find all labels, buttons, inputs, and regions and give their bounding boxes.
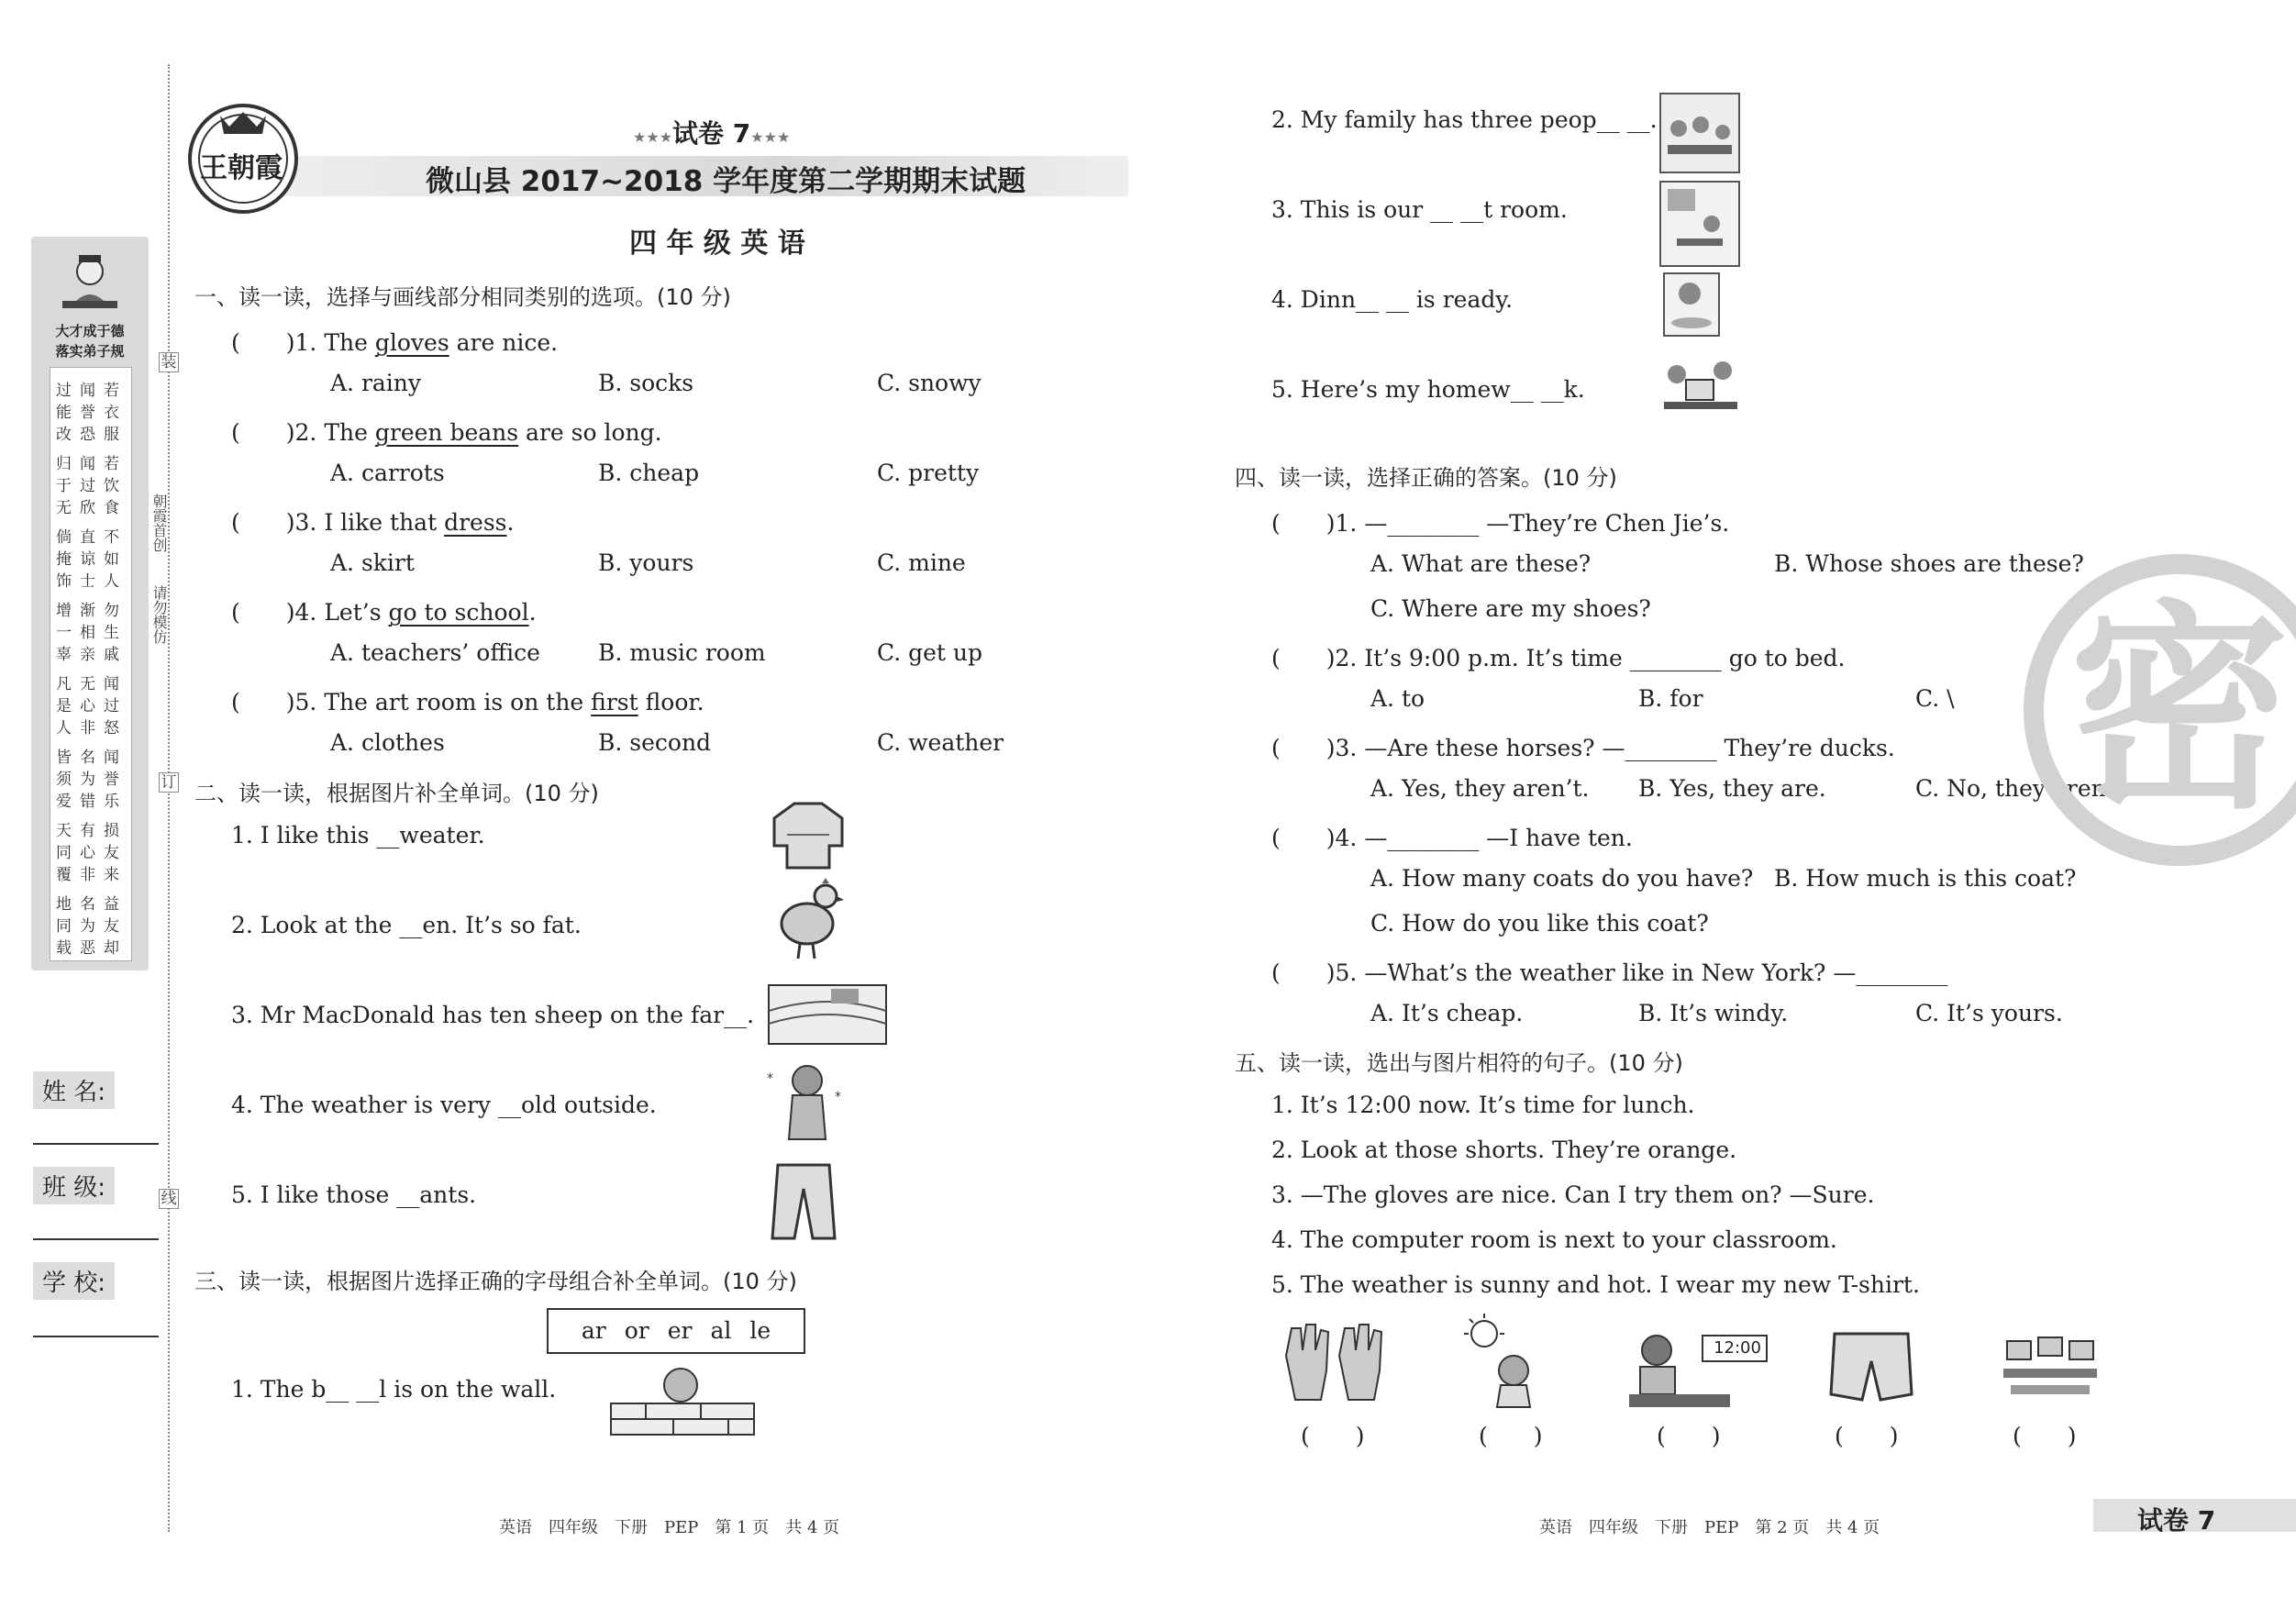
proverb-char: 凡 xyxy=(56,675,72,693)
proverb-char: 名 xyxy=(80,749,95,767)
proverb-char: 改 xyxy=(56,426,72,444)
question-pre: The xyxy=(324,329,375,356)
proverb-char: 掩 xyxy=(56,550,72,569)
proverb-char: 须 xyxy=(56,771,72,789)
proverb-char: 名 xyxy=(80,895,95,914)
motto-line: 落实弟子规 xyxy=(55,343,125,360)
cold-weather-icon xyxy=(761,1055,849,1141)
question-number: 5. xyxy=(1335,959,1358,986)
section5-heading: 五、读一读，选出与图片相符的句子。(10 分) xyxy=(1235,1050,1683,1076)
school-field[interactable] xyxy=(33,1336,159,1337)
answer-paren[interactable]: ( ) xyxy=(1301,1423,1365,1449)
section2-heading: 二、读一读，根据图片补全单词。(10 分) xyxy=(194,781,599,806)
section2-item: 4. The weather is very __old outside. xyxy=(231,1092,657,1118)
sweater-icon xyxy=(769,798,848,871)
section2-item: 5. I like those __ants. xyxy=(231,1181,477,1208)
letter-option: le xyxy=(749,1317,771,1344)
section4-question xyxy=(1271,730,1895,763)
option-c[interactable]: C. No, they aren’t. xyxy=(1915,775,2130,802)
question-pre: The xyxy=(324,419,375,446)
section3-item: 2. My family has three peop__ __. xyxy=(1271,106,1658,133)
question-post: are nice. xyxy=(449,329,559,356)
clock-text: 12:00 xyxy=(1714,1338,1761,1358)
proverb-char: 来 xyxy=(104,866,119,884)
proverb-char: 归 xyxy=(56,455,72,473)
letter-options-box xyxy=(547,1308,805,1354)
proverb-char: 士 xyxy=(80,572,95,591)
proverb-char: 相 xyxy=(80,624,95,642)
section3-item: 5. Here’s my homew__ __k. xyxy=(1271,376,1585,403)
section4-heading: 四、读一读，选择正确的答案。(10 分) xyxy=(1235,465,1617,491)
question-number: 1. xyxy=(1335,510,1358,537)
answer-paren[interactable]: ( ) xyxy=(231,509,295,536)
proverb-char: 恐 xyxy=(80,426,95,444)
proverb-char: 辜 xyxy=(56,646,72,664)
letter-option: or xyxy=(624,1317,649,1344)
proverb-char: 倘 xyxy=(56,528,72,547)
proverb-char: 闻 xyxy=(80,455,95,473)
letter-option: er xyxy=(667,1317,693,1344)
proverb-char: 错 xyxy=(80,793,95,811)
section2-item: 1. I like this __weater. xyxy=(231,822,485,848)
proverb-char: 勿 xyxy=(104,602,119,620)
proverb-char: 增 xyxy=(56,602,72,620)
lunch-clock-icon xyxy=(1625,1325,1772,1409)
proverb-char: 闻 xyxy=(104,749,119,767)
section1-heading: 一、读一读，选择与画线部分相同类别的选项。(10 分) xyxy=(194,284,731,310)
hen-icon xyxy=(772,876,846,962)
proverb-char: 友 xyxy=(104,844,119,862)
proverb-char: 爱 xyxy=(56,793,72,811)
option-b[interactable]: B. Whose shoes are these? xyxy=(1774,550,2084,577)
section1-question xyxy=(231,594,537,627)
binding-mark: 订 xyxy=(159,772,179,793)
question-number: 1. xyxy=(294,329,317,356)
section2-item: 2. Look at the __en. It’s so fat. xyxy=(231,912,582,938)
proverb-char: 如 xyxy=(104,550,119,569)
question-number: 5. xyxy=(294,689,317,715)
proverb-char: 能 xyxy=(56,404,72,422)
proverb-char: 一 xyxy=(56,624,72,642)
question-text: —________ —I have ten. xyxy=(1364,825,1633,851)
proverb-char: 怒 xyxy=(104,719,119,738)
proverb-char: 衣 xyxy=(104,404,119,422)
section5-sentence: 3. —The gloves are nice. Can I try them on? —Sure. xyxy=(1271,1181,1875,1208)
underlined-word: first xyxy=(591,689,638,715)
proverb-char: 服 xyxy=(104,426,119,444)
question-number: 4. xyxy=(294,599,317,626)
proverb-char: 过 xyxy=(80,477,95,495)
proverb-char: 过 xyxy=(104,697,119,715)
question-text: —________ —They’re Chen Jie’s. xyxy=(1364,510,1730,537)
homework-icon xyxy=(1658,352,1743,418)
confidential-watermark xyxy=(2024,554,2296,866)
ball-on-wall-icon xyxy=(609,1367,756,1436)
proverb-char: 不 xyxy=(104,528,119,547)
paper-tag-text: 试卷 7 xyxy=(672,118,751,149)
answer-paren[interactable]: ( ) xyxy=(1271,510,1336,537)
question-number: 3. xyxy=(1335,735,1358,761)
section5-sentence: 2. Look at those shorts. They’re orange. xyxy=(1271,1137,1737,1163)
proverb-char: 同 xyxy=(56,844,72,862)
question-text: It’s 9:00 p.m. It’s time ________ go to bed. xyxy=(1364,645,1846,671)
section4-question xyxy=(1271,955,1947,988)
option-c[interactable]: C. How do you like this coat? xyxy=(1370,910,1709,937)
proverb-char: 欣 xyxy=(80,499,95,517)
scholar-icon xyxy=(53,244,127,317)
answer-paren[interactable]: ( ) xyxy=(1835,1423,1899,1449)
option-b[interactable]: B. Yes, they are. xyxy=(1638,775,1826,802)
farm-icon xyxy=(767,983,888,1046)
paper-tag: ★★★试卷 7★★★ xyxy=(633,118,791,149)
option-a[interactable]: A. clothes xyxy=(330,729,445,756)
proverb-char: 覆 xyxy=(56,866,72,884)
option-c[interactable]: C. get up xyxy=(877,639,983,666)
proverb-char: 为 xyxy=(80,917,95,936)
question-number: 3. xyxy=(294,509,317,536)
underlined-word: dress xyxy=(444,509,507,536)
vertical-note: 朝霞首创 请勿模仿 xyxy=(150,494,168,644)
option-b[interactable]: B. cheap xyxy=(598,460,700,486)
question-number: 2. xyxy=(1335,645,1358,671)
answer-paren[interactable]: ( ) xyxy=(231,419,295,446)
corner-tag: 试卷 7 xyxy=(2137,1505,2216,1536)
exam-subtitle: 四 年 级 英 语 xyxy=(629,227,805,260)
answer-paren[interactable]: ( ) xyxy=(1271,959,1336,986)
proverb-char: 非 xyxy=(80,719,95,738)
proverb-char: 闻 xyxy=(104,675,119,693)
proverb-box xyxy=(50,367,132,961)
section1-question xyxy=(231,325,558,358)
proverb-char: 为 xyxy=(80,771,95,789)
answer-paren[interactable]: ( ) xyxy=(231,329,295,356)
option-a[interactable]: A. Yes, they aren’t. xyxy=(1370,775,1590,802)
proverb-char: 人 xyxy=(56,719,72,738)
option-c[interactable]: C. It’s yours. xyxy=(1915,1000,2063,1026)
answer-paren[interactable]: ( ) xyxy=(1657,1423,1721,1449)
page-footer-right: 英语 四年级 下册 PEP 第 2 页 共 4 页 xyxy=(1539,1518,1880,1537)
answer-paren[interactable]: ( ) xyxy=(1479,1423,1543,1449)
option-c[interactable]: C. mine xyxy=(877,549,966,576)
proverb-char: 天 xyxy=(56,822,72,840)
option-a[interactable]: A. to xyxy=(1370,685,1425,712)
option-a[interactable]: A. How many coats do you have? xyxy=(1370,865,1754,892)
answer-paren[interactable]: ( ) xyxy=(1271,645,1336,671)
answer-paren[interactable]: ( ) xyxy=(1271,735,1336,761)
art-room-icon xyxy=(1658,180,1741,268)
answer-paren[interactable]: ( ) xyxy=(1271,825,1336,851)
section5-sentence: 4. The computer room is next to your classroom. xyxy=(1271,1226,1837,1253)
page-footer-left: 英语 四年级 下册 PEP 第 1 页 共 4 页 xyxy=(499,1518,840,1537)
gloves-icon xyxy=(1279,1319,1389,1405)
question-text: —What’s the weather like in New York? —________ xyxy=(1364,959,1948,986)
proverb-char: 谅 xyxy=(80,550,95,569)
motto-line: 大才成于德 xyxy=(55,323,125,339)
proverb-char: 若 xyxy=(104,382,119,400)
proverb-char: 食 xyxy=(104,499,119,517)
option-a[interactable]: A. rainy xyxy=(330,370,422,396)
option-b[interactable]: B. How much is this coat? xyxy=(1774,865,2077,892)
proverb-char: 心 xyxy=(80,844,95,862)
option-a[interactable]: A. teachers’ office xyxy=(330,639,540,666)
watermark-glyph: 密 xyxy=(2069,582,2290,838)
section5-sentence: 5. The weather is sunny and hot. I wear my new T-shirt. xyxy=(1271,1271,1920,1298)
proverb-char: 人 xyxy=(104,572,119,591)
proverb-char: 渐 xyxy=(80,602,95,620)
proverb-char: 生 xyxy=(104,624,119,642)
proverb-char: 友 xyxy=(104,917,119,936)
letter-option: ar xyxy=(581,1317,606,1344)
name-field[interactable] xyxy=(33,1143,159,1145)
question-pre: Let’s xyxy=(324,599,389,626)
question-pre: I like that xyxy=(324,509,445,536)
proverb-char: 载 xyxy=(56,939,72,958)
proverb-char: 直 xyxy=(80,528,95,547)
section2-item: 3. Mr MacDonald has ten sheep on the far__. xyxy=(231,1002,755,1028)
proverb-char: 地 xyxy=(56,895,72,914)
proverb-char: 亲 xyxy=(80,646,95,664)
section4-question xyxy=(1271,640,1846,673)
proverb-char: 闻 xyxy=(80,382,95,400)
proverb-char: 无 xyxy=(80,675,95,693)
pants-icon xyxy=(769,1161,838,1242)
proverb-char: 饰 xyxy=(56,572,72,591)
proverb-char: 誉 xyxy=(80,404,95,422)
proverb-char: 是 xyxy=(56,697,72,715)
binding-mark: 线 xyxy=(159,1189,179,1209)
binding-line xyxy=(168,64,170,1532)
proverb-char: 同 xyxy=(56,917,72,936)
proverb-char: 皆 xyxy=(56,749,72,767)
option-b[interactable]: B. second xyxy=(598,729,712,756)
class-label: 班 级: xyxy=(33,1167,115,1204)
proverb-char: 无 xyxy=(56,499,72,517)
option-c[interactable]: C. \ xyxy=(1915,685,1955,712)
option-a[interactable]: A. What are these? xyxy=(1370,550,1592,577)
option-c[interactable]: C. Where are my shoes? xyxy=(1370,595,1651,622)
question-number: 2. xyxy=(294,419,317,446)
family-icon xyxy=(1658,92,1741,174)
proverb-char: 乐 xyxy=(104,793,119,811)
class-field[interactable] xyxy=(33,1238,159,1240)
option-c[interactable]: C. weather xyxy=(877,729,1004,756)
section1-question xyxy=(231,415,662,448)
section4-question xyxy=(1271,505,1729,538)
letter-option: al xyxy=(710,1317,732,1344)
binding-mark: 装 xyxy=(159,352,179,372)
logo-text: 王朝霞 xyxy=(200,152,283,184)
underlined-word: gloves xyxy=(374,329,449,356)
exam-title: 微山县 2017~2018 学年度第二学期期末试题 xyxy=(426,165,1026,198)
answer-paren[interactable]: ( ) xyxy=(231,599,295,626)
underlined-word: go to school xyxy=(388,599,529,626)
option-a[interactable]: A. skirt xyxy=(330,549,415,576)
proverb-char: 损 xyxy=(104,822,119,840)
svg-text:*: * xyxy=(835,1090,841,1104)
proverb-char: 却 xyxy=(104,939,119,958)
proverb-char: 饮 xyxy=(104,477,119,495)
svg-text:*: * xyxy=(767,1071,773,1086)
section1-question xyxy=(231,684,704,717)
sidebar-panel xyxy=(31,237,149,970)
answer-paren[interactable]: ( ) xyxy=(231,689,295,715)
section3-heading: 三、读一读，根据图片选择正确的字母组合补全单词。(10 分) xyxy=(194,1269,797,1294)
proverb-char: 心 xyxy=(80,697,95,715)
option-a[interactable]: A. It’s cheap. xyxy=(1370,1000,1524,1026)
question-post: are so long. xyxy=(518,419,662,446)
option-a[interactable]: A. carrots xyxy=(330,460,445,486)
option-c[interactable]: C. snowy xyxy=(877,370,982,396)
option-b[interactable]: B. music room xyxy=(598,639,766,666)
section3-item: 4. Dinn__ __ is ready. xyxy=(1271,286,1514,313)
computer-room-icon xyxy=(2002,1332,2099,1409)
dinner-icon xyxy=(1662,272,1721,338)
question-pre: The art room is on the xyxy=(324,689,592,715)
name-label: 姓 名: xyxy=(33,1071,115,1109)
section5-sentence: 1. It’s 12:00 now. It’s time for lunch. xyxy=(1271,1092,1695,1118)
sunny-icon xyxy=(1457,1314,1548,1409)
proverb-char: 誉 xyxy=(104,771,119,789)
proverb-char: 于 xyxy=(56,477,72,495)
option-c[interactable]: C. pretty xyxy=(877,460,980,486)
answer-paren[interactable]: ( ) xyxy=(2013,1423,2077,1449)
proverb-char: 非 xyxy=(80,866,95,884)
question-post: . xyxy=(506,509,515,536)
option-b[interactable]: B. for xyxy=(1638,685,1703,712)
question-post: . xyxy=(528,599,537,626)
option-b[interactable]: B. socks xyxy=(598,370,694,396)
question-text: —Are these horses? —________ They’re ducks. xyxy=(1364,735,1895,761)
proverb-char: 戚 xyxy=(104,646,119,664)
proverb-char: 恶 xyxy=(80,939,95,958)
option-b[interactable]: B. yours xyxy=(598,549,694,576)
proverb-char: 过 xyxy=(56,382,72,400)
question-post: floor. xyxy=(638,689,704,715)
underlined-word: green beans xyxy=(374,419,519,446)
proverb-char: 若 xyxy=(104,455,119,473)
option-b[interactable]: B. It’s windy. xyxy=(1638,1000,1789,1026)
proverb-char: 益 xyxy=(104,895,119,914)
section3-item: 3. This is our __ __t room. xyxy=(1271,196,1568,223)
section4-question xyxy=(1271,820,1633,853)
question-number: 4. xyxy=(1335,825,1358,851)
section1-question xyxy=(231,505,514,538)
shorts-icon xyxy=(1829,1330,1913,1403)
school-label: 学 校: xyxy=(33,1262,115,1300)
section3-item: 1. The b__ __l is on the wall. xyxy=(231,1376,557,1403)
proverb-char: 有 xyxy=(80,822,95,840)
